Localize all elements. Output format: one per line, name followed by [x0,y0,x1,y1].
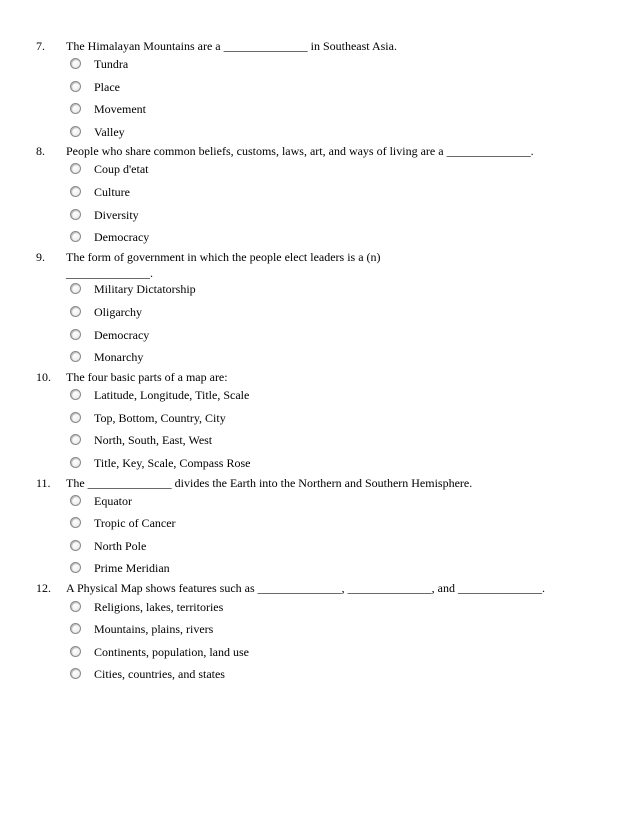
option-label: Democracy [94,230,150,244]
option-coup-detat[interactable] [0,161,638,177]
radio-button[interactable] [70,81,81,92]
option-oligarchy[interactable] [0,304,638,320]
option-latitude-longitude-title-scale[interactable] [0,387,638,403]
option-label: Prime Meridian [94,561,170,575]
radio-button[interactable] [70,163,81,174]
option-label: Tundra [94,57,129,71]
option-place[interactable] [0,79,638,95]
option-label: Top, Bottom, Country, City [94,411,226,425]
radio-button[interactable] [70,389,81,400]
option-label: Continents, population, land use [94,645,249,659]
radio-button[interactable] [70,457,81,468]
option-culture[interactable] [0,184,638,200]
option-democracy[interactable] [0,229,638,245]
radio-button[interactable] [70,103,81,114]
option-label: Valley [94,125,125,139]
option-label: Latitude, Longitude, Title, Scale [94,388,250,402]
option-label: Coup d'etat [94,162,149,176]
option-equator[interactable] [0,493,638,509]
radio-button[interactable] [70,646,81,657]
question-text: The four basic parts of a map are: [66,370,228,384]
option-north-south-east-west[interactable] [0,432,638,448]
radio-button[interactable] [70,434,81,445]
option-monarchy[interactable] [0,349,638,365]
radio-button[interactable] [70,495,81,506]
radio-button[interactable] [70,58,81,69]
radio-button[interactable] [70,283,81,294]
option-label: Oligarchy [94,305,142,319]
radio-button[interactable] [70,540,81,551]
option-prime-meridian[interactable] [0,560,638,576]
question-text: The Himalayan Mountains are a ______________ in Southeast Asia. [66,39,397,53]
option-democracy[interactable] [0,327,638,343]
option-movement[interactable] [0,101,638,117]
question-number: 11. [36,476,51,490]
radio-button[interactable] [70,517,81,528]
option-label: Military Dictatorship [94,282,196,296]
radio-button[interactable] [70,668,81,679]
option-title-key-scale-compass-rose[interactable] [0,455,638,471]
radio-button[interactable] [70,126,81,137]
option-label: Cities, countries, and states [94,667,225,681]
option-label: Place [94,80,120,94]
option-cities-countries-and-states[interactable] [0,666,638,682]
option-label: Democracy [94,328,150,342]
radio-button[interactable] [70,351,81,362]
option-tundra[interactable] [0,56,638,72]
option-label: North, South, East, West [94,433,213,447]
question-number: 10. [36,370,51,384]
question-text: The form of government in which the people elect leaders is a (n) ______________. [66,250,381,280]
question-number: 9. [36,250,45,264]
question-text: The ______________ divides the Earth into the Northern and Southern Hemisphere. [66,476,473,490]
option-label: Mountains, plains, rivers [94,622,214,636]
radio-button[interactable] [70,306,81,317]
option-label: Culture [94,185,130,199]
option-label: Title, Key, Scale, Compass Rose [94,456,251,470]
question-text: A Physical Map shows features such as ______________, ______________, and ______________. [66,581,545,595]
question-number: 8. [36,144,45,158]
question-number: 12. [36,581,51,595]
radio-button[interactable] [70,412,81,423]
radio-button[interactable] [70,209,81,220]
option-tropic-of-cancer[interactable] [0,515,638,531]
option-north-pole[interactable] [0,538,638,554]
option-label: Monarchy [94,350,144,364]
option-label: Religions, lakes, territories [94,600,224,614]
radio-button[interactable] [70,186,81,197]
radio-button[interactable] [70,562,81,573]
option-mountains-plains-rivers[interactable] [0,621,638,637]
option-label: North Pole [94,539,147,553]
option-military-dictatorship[interactable] [0,281,638,297]
option-religions-lakes-territories[interactable] [0,599,638,615]
radio-button[interactable] [70,623,81,634]
question-number: 7. [36,39,45,53]
option-valley[interactable] [0,124,638,140]
option-label: Tropic of Cancer [94,516,176,530]
radio-button[interactable] [70,329,81,340]
option-label: Equator [94,494,132,508]
radio-button[interactable] [70,231,81,242]
radio-button[interactable] [70,601,81,612]
option-label: Movement [94,102,146,116]
option-label: Diversity [94,208,139,222]
option-continents-population-land-use[interactable] [0,644,638,660]
question-text: People who share common beliefs, customs, laws, art, and ways of living are a ______________. [66,144,534,158]
option-top-bottom-country-city[interactable] [0,410,638,426]
option-diversity[interactable] [0,207,638,223]
